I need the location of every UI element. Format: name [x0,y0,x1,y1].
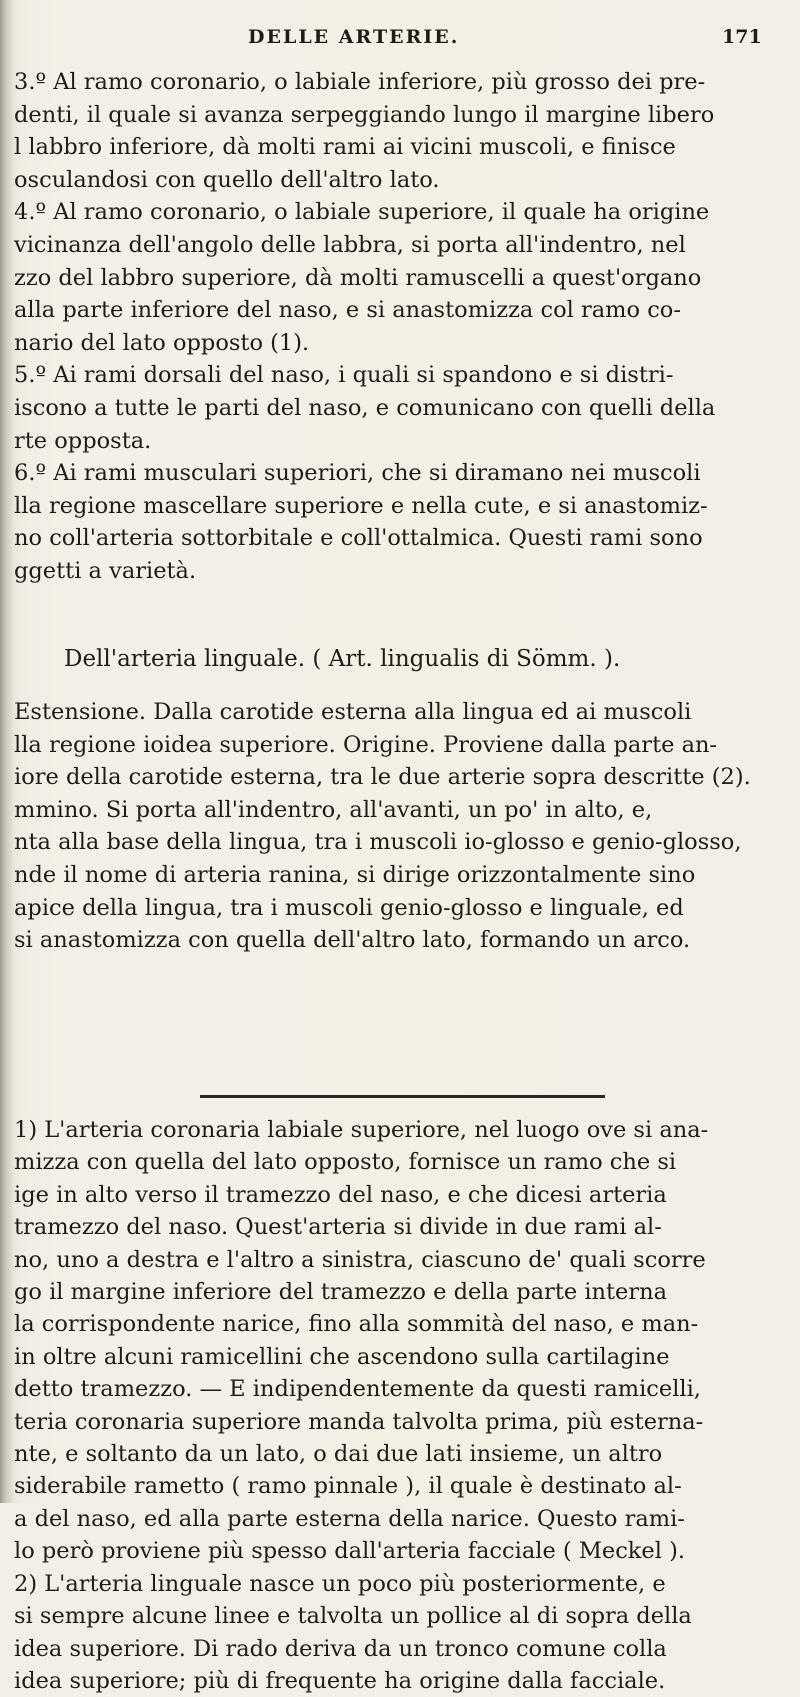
footnote-line: nte, e soltanto da un lato, o dai due lati insieme, un altro [14,1441,663,1468]
footnote-line: la corrispondente narice, fino alla sommità del naso, e man- [14,1311,699,1338]
text-line: l labbro inferiore, dà molti rami ai vicini muscoli, e finisce [14,134,676,161]
footnote-line: ige in alto verso il tramezzo del naso, e che dicesi arteria [14,1181,667,1208]
footnote-line: idea superiore; più di frequente ha origine dalla facciale. [14,1667,666,1694]
text-line: nta alla base della lingua, tra i muscoli io-glosso e genio-glosso, [14,829,742,856]
text-line: rte opposta. [14,427,152,454]
footnote-line: teria coronaria superiore manda talvolta prima, più esterna- [14,1408,704,1435]
footnote-line: idea superiore. Di rado deriva da un tronco comune colla [14,1635,667,1662]
body-text-upper [14,66,776,588]
footnote-line: go il margine inferiore del tramezzo e della parte interna [14,1279,668,1306]
text-line: 4.º Al ramo coronario, o labiale superiore, il quale ha origine [14,199,710,226]
text-line: osculandosi con quello dell'altro lato. [14,166,440,193]
running-title: DELLE ARTERIE. [248,26,460,48]
text-line: lla regione mascellare superiore e nella cute, e si anastomiz- [14,492,708,519]
text-line: iore della carotide esterna, tra le due arterie sopra descritte (2). [14,764,751,791]
footnote-line: mizza con quella del lato opposto, fornisce un ramo che si [14,1149,677,1176]
text-line: 6.º Ai rami musculari superiori, che si diramano nei muscoli [14,460,701,487]
text-line: 5.º Ai rami dorsali del naso, i quali si spandono e si distri- [14,362,674,389]
section-title [14,646,776,672]
text-line: alla parte inferiore del naso, e si anastomizza col ramo co- [14,297,681,324]
text-line: 3.º Al ramo coronario, o labiale inferiore, più grosso dei pre- [14,69,706,95]
body-text-lower [14,696,776,957]
text-line: nario del lato opposto (1). [14,329,310,356]
footnote-line: lo però proviene più spesso dall'arteria facciale ( Meckel ). [14,1538,686,1565]
footnote-separator-rule [200,1095,605,1098]
text-line: zzo del labbro superiore, dà molti ramuscelli a quest'organo [14,264,702,291]
footnote-line: tramezzo del naso. Quest'arteria si divide in due rami al- [14,1214,662,1241]
text-line: Estensione. Dalla carotide esterna alla lingua ed ai muscoli [14,699,692,725]
text-line: apice della lingua, tra i muscoli genio-glosso e linguale, ed [14,894,684,921]
page-number: 171 [722,26,762,48]
footnote-line: siderabile rametto ( ramo pinnale ), il quale è destinato al- [14,1473,682,1500]
text-line: mmino. Si porta all'indentro, all'avanti, un po' in alto, e, [14,796,653,823]
footnote-line: no, uno a destra e l'altro a sinistra, ciascuno de' quali scorre [14,1246,706,1273]
text-line: si anastomizza con quella dell'altro lato, formando un arco. [14,927,691,954]
text-line: lla regione ioidea superiore. Origine. Proviene dalla parte an- [14,731,718,758]
footnote-line: in oltre alcuni ramicellini che ascendono sulla cartilagine [14,1343,670,1370]
text-line: iscono a tutte le parti del naso, e comunicano con quelli della [14,394,716,421]
text-line: nde il nome di arteria ranina, si dirige orizzontalmente sino [14,861,696,888]
page-header [0,20,800,60]
text-line: vicinanza dell'angolo delle labbra, si porta all'indentro, nel [14,231,686,258]
text-line: ggetti a varietà. [14,557,197,584]
footnote-line: 1) L'arteria coronaria labiale superiore, nel luogo ove si ana- [14,1117,709,1143]
footnote-line: 2) L'arteria linguale nasce un poco più posteriormente, e [14,1570,666,1597]
text-line: no coll'arteria sottorbitale e coll'ottalmica. Questi rami sono [14,525,703,552]
footnotes [14,1114,776,1697]
section-title-text: Dell'arteria linguale. ( Art. lingualis di Sömm. ). [64,646,621,672]
text-line: denti, il quale si avanza serpeggiando lungo il margine libero [14,101,715,128]
footnote-line: a del naso, ed alla parte esterna della narice. Questo rami- [14,1505,685,1532]
binding-shadow [0,0,14,1503]
footnote-line: si sempre alcune linee e talvolta un pollice al di sopra della [14,1603,692,1630]
footnote-line: detto tramezzo. — E indipendentemente da questi ramicelli, [14,1376,701,1403]
